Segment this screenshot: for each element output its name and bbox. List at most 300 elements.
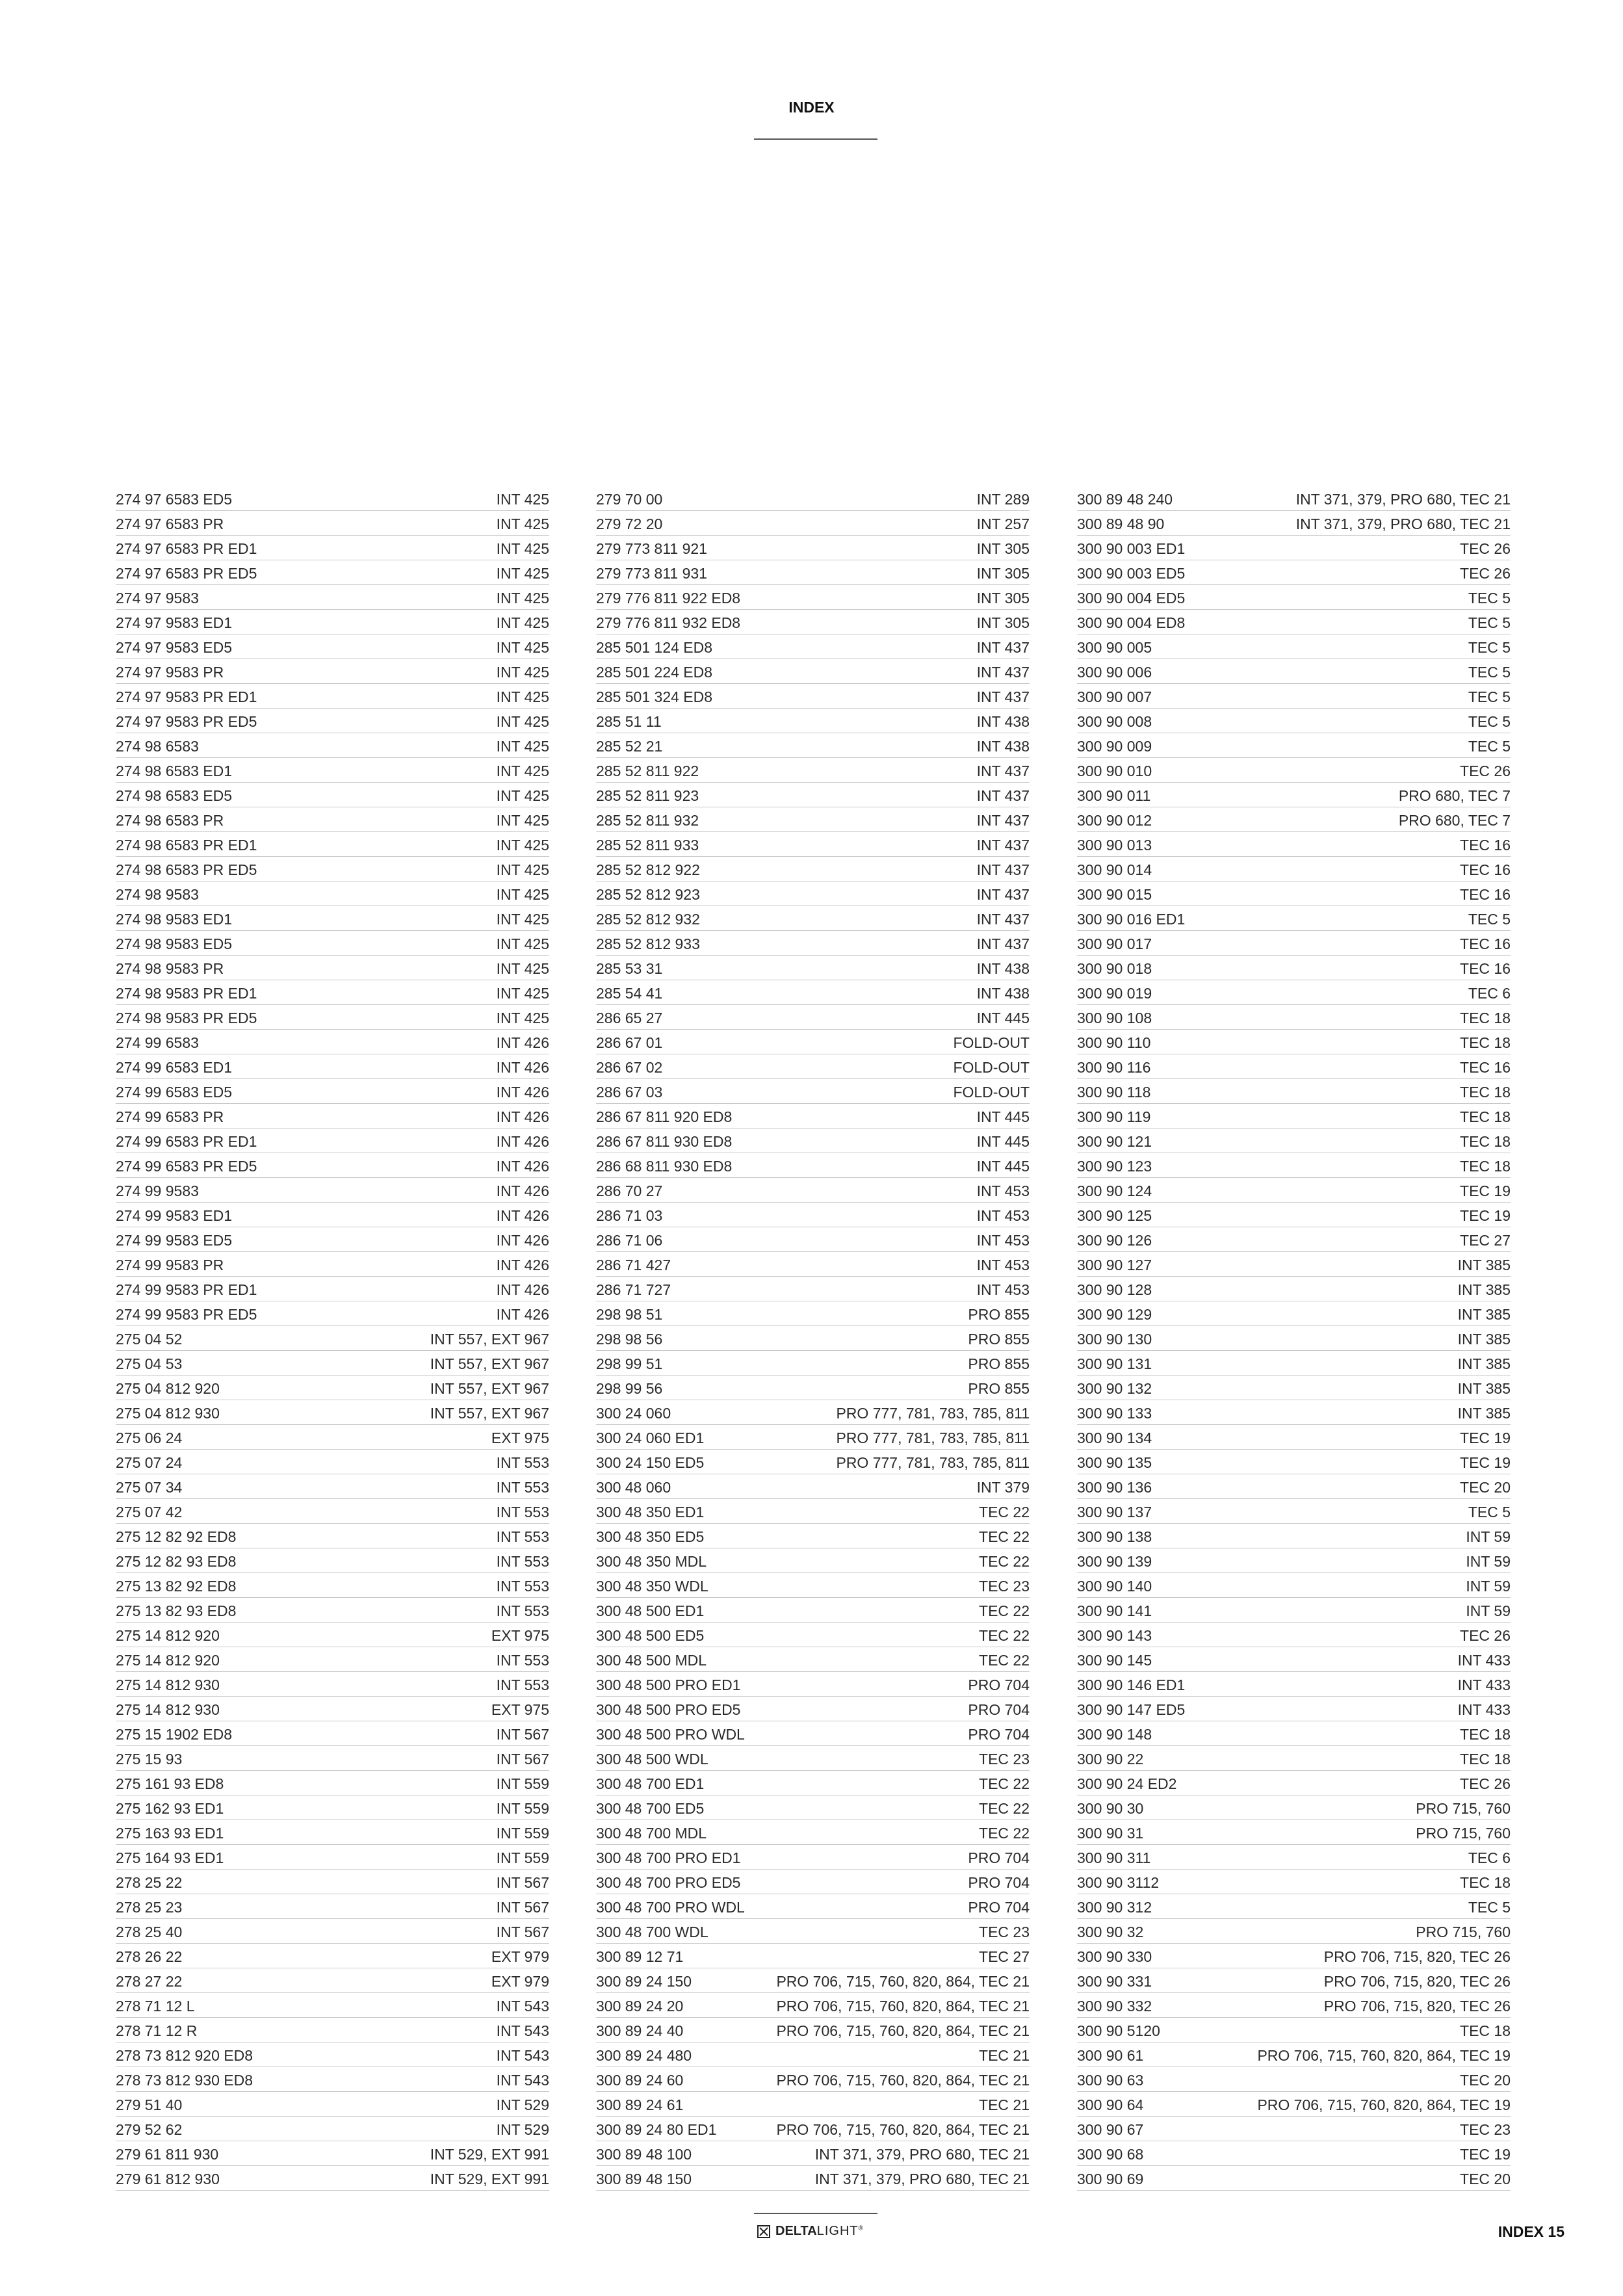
page-reference: INT 371, 379, PRO 680, TEC 21 (1295, 491, 1511, 508)
page-reference: INT 557, EXT 967 (430, 1405, 549, 1422)
page-reference: INT 437 (976, 763, 1030, 779)
page-reference: FOLD-OUT (953, 1059, 1030, 1076)
page-reference: TEC 18 (1460, 1751, 1511, 1768)
page-reference: INT 559 (496, 1800, 549, 1817)
index-row (1077, 585, 1511, 610)
page-reference: TEC 20 (1460, 2171, 1511, 2187)
index-row (596, 1524, 1030, 1548)
article-code: 300 90 139 (1077, 1553, 1152, 1570)
page-reference: INT 59 (1466, 1528, 1511, 1545)
index-row (1077, 659, 1511, 684)
page-reference: TEC 19 (1460, 1207, 1511, 1224)
article-code: 274 97 6583 PR (116, 515, 224, 532)
article-code: 300 48 350 WDL (596, 1578, 708, 1595)
page-reference: INT 305 (976, 540, 1030, 557)
index-row (1077, 2067, 1511, 2092)
page-reference: TEC 23 (979, 1924, 1030, 1940)
page-reference: INT 425 (496, 837, 549, 854)
article-code: 279 51 40 (116, 2096, 183, 2113)
index-row (1077, 1252, 1511, 1277)
page-reference: INT 385 (1457, 1281, 1511, 1298)
index-row (596, 1697, 1030, 1721)
article-code: 300 90 126 (1077, 1232, 1152, 1249)
index-row (596, 1400, 1030, 1425)
article-code: 275 04 53 (116, 1355, 183, 1372)
page-reference: INT 425 (496, 515, 549, 532)
page-reference: INT 425 (496, 688, 549, 705)
index-row (596, 1104, 1030, 1128)
article-code: 300 24 060 ED1 (596, 1429, 705, 1446)
index-row (596, 1548, 1030, 1573)
index-row (1077, 1672, 1511, 1697)
page-reference: INT 426 (496, 1257, 549, 1273)
article-code: 300 48 700 WDL (596, 1924, 708, 1940)
index-row (116, 1277, 549, 1301)
article-code: 275 12 82 92 ED8 (116, 1528, 237, 1545)
page-reference: INT 425 (496, 911, 549, 928)
article-code: 300 90 134 (1077, 1429, 1152, 1446)
index-row (1077, 1128, 1511, 1153)
index-row (1077, 1845, 1511, 1870)
article-code: 300 89 24 150 (596, 1973, 692, 1990)
page-reference: PRO 855 (968, 1331, 1030, 1348)
page-reference: INT 437 (976, 812, 1030, 829)
article-code: 275 07 34 (116, 1479, 183, 1496)
page-reference: INT 438 (976, 738, 1030, 755)
index-row (596, 2092, 1030, 2117)
page-reference: TEC 5 (1468, 590, 1511, 607)
article-code: 300 90 129 (1077, 1306, 1152, 1323)
index-row (1077, 956, 1511, 980)
page-reference: INT 425 (496, 960, 549, 977)
article-code: 285 52 812 933 (596, 935, 700, 952)
index-row (116, 1400, 549, 1425)
page-reference: PRO 706, 715, 760, 820, 864, TEC 19 (1257, 2047, 1511, 2064)
article-code: 300 48 500 PRO ED5 (596, 1701, 741, 1718)
index-row (116, 1870, 549, 1894)
article-code: 274 97 6583 PR ED5 (116, 565, 257, 582)
index-row (116, 1301, 549, 1326)
page-reference: INT 567 (496, 1874, 549, 1891)
page-reference: PRO 704 (968, 1676, 1030, 1693)
page-reference: INT 438 (976, 985, 1030, 1002)
article-code: 300 90 016 ED1 (1077, 911, 1186, 928)
article-code: 274 98 6583 ED5 (116, 787, 233, 804)
page-reference: TEC 18 (1460, 1108, 1511, 1125)
article-code: 300 90 010 (1077, 763, 1152, 779)
index-row (116, 1623, 549, 1647)
index-row (1077, 1450, 1511, 1474)
article-code: 278 25 22 (116, 1874, 183, 1891)
article-code: 300 90 015 (1077, 886, 1152, 903)
index-row (116, 1548, 549, 1573)
index-row (1077, 857, 1511, 881)
article-code: 274 98 9583 PR ED5 (116, 1010, 257, 1026)
article-code: 285 54 41 (596, 985, 663, 1002)
page-reference: TEC 5 (1468, 1504, 1511, 1520)
index-row (1077, 1623, 1511, 1647)
index-row (1077, 1524, 1511, 1548)
page-reference: INT 59 (1466, 1602, 1511, 1619)
article-code: 274 98 9583 ED5 (116, 935, 233, 952)
index-row (1077, 1203, 1511, 1227)
index-row (596, 857, 1030, 881)
index-row (1077, 536, 1511, 560)
page-reference: TEC 5 (1468, 738, 1511, 755)
page-reference: INT 426 (496, 1158, 549, 1175)
page-reference: INT 426 (496, 1207, 549, 1224)
article-code: 300 48 700 MDL (596, 1825, 707, 1842)
index-row (596, 1450, 1030, 1474)
article-code: 275 12 82 93 ED8 (116, 1553, 237, 1570)
article-code: 274 98 6583 PR ED1 (116, 837, 257, 854)
index-row (1077, 1721, 1511, 1746)
page-reference: TEC 18 (1460, 2022, 1511, 2039)
page-reference: INT 437 (976, 688, 1030, 705)
article-code: 279 61 811 930 (116, 2146, 219, 2163)
page-reference: INT 437 (976, 861, 1030, 878)
page-reference: TEC 19 (1460, 2146, 1511, 2163)
page-reference: TEC 18 (1460, 1010, 1511, 1026)
page-reference: INT 426 (496, 1306, 549, 1323)
article-code: 300 90 014 (1077, 861, 1152, 878)
article-code: 285 52 811 932 (596, 812, 699, 829)
index-row (596, 1474, 1030, 1499)
article-code: 300 48 350 ED1 (596, 1504, 705, 1520)
index-row (116, 956, 549, 980)
article-code: 300 90 128 (1077, 1281, 1152, 1298)
index-row (116, 2141, 549, 2166)
index-row (1077, 881, 1511, 906)
index-row (1077, 1919, 1511, 1944)
page-reference: TEC 18 (1460, 1084, 1511, 1101)
index-row (596, 2166, 1030, 2191)
page-reference: TEC 22 (979, 1652, 1030, 1669)
article-code: 300 90 017 (1077, 935, 1152, 952)
page-reference: INT 305 (976, 565, 1030, 582)
article-code: 300 89 48 90 (1077, 515, 1165, 532)
article-code: 275 162 93 ED1 (116, 1800, 224, 1817)
article-code: 300 90 148 (1077, 1726, 1152, 1743)
index-row (116, 1450, 549, 1474)
index-row (116, 1351, 549, 1376)
index-row (1077, 1030, 1511, 1054)
article-code: 275 15 93 (116, 1751, 183, 1768)
page-reference: EXT 975 (491, 1701, 549, 1718)
article-code: 285 51 11 (596, 713, 662, 730)
page-reference: TEC 26 (1460, 1627, 1511, 1644)
article-code: 300 90 64 (1077, 2096, 1144, 2113)
article-code: 300 90 135 (1077, 1454, 1152, 1471)
page-reference: INT 305 (976, 590, 1030, 607)
article-code: 285 501 224 ED8 (596, 664, 713, 681)
index-row (1077, 560, 1511, 585)
page-reference: INT 567 (496, 1726, 549, 1743)
page-reference: TEC 6 (1468, 985, 1511, 1002)
page-reference: INT 425 (496, 738, 549, 755)
article-code: 275 14 812 920 (116, 1627, 220, 1644)
index-row (596, 1079, 1030, 1104)
article-code: 286 68 811 930 ED8 (596, 1158, 733, 1175)
index-row (596, 684, 1030, 709)
page-reference: TEC 23 (979, 1578, 1030, 1595)
page-reference: TEC 22 (979, 1800, 1030, 1817)
page-reference: INT 385 (1457, 1355, 1511, 1372)
article-code: 274 97 6583 PR ED1 (116, 540, 257, 557)
index-row (596, 1128, 1030, 1153)
article-code: 285 52 812 923 (596, 886, 700, 903)
page-reference: INT 445 (976, 1010, 1030, 1026)
page-reference: INT 371, 379, PRO 680, TEC 21 (814, 2171, 1030, 2187)
index-row (116, 1005, 549, 1030)
index-row (1077, 1005, 1511, 1030)
index-row (1077, 906, 1511, 931)
page-reference: TEC 5 (1468, 911, 1511, 928)
index-row (116, 1425, 549, 1450)
index-row (116, 2018, 549, 2042)
article-code: 286 71 06 (596, 1232, 663, 1249)
article-code: 275 14 812 930 (116, 1701, 220, 1718)
article-code: 275 07 42 (116, 1504, 183, 1520)
article-code: 300 90 146 ED1 (1077, 1676, 1186, 1693)
page-reference: INT 437 (976, 787, 1030, 804)
article-code: 300 90 127 (1077, 1257, 1152, 1273)
page-number: INDEX 15 (1498, 2223, 1565, 2240)
page-reference: TEC 23 (979, 1751, 1030, 1768)
index-row (116, 931, 549, 956)
index-column-1 (116, 486, 549, 2191)
article-code: 300 90 137 (1077, 1504, 1152, 1520)
page-reference: INT 379 (976, 1479, 1030, 1496)
article-code: 274 99 9583 ED1 (116, 1207, 233, 1224)
page-reference: PRO 706, 715, 760, 820, 864, TEC 21 (776, 2022, 1030, 2039)
page-reference: INT 426 (496, 1059, 549, 1076)
article-code: 275 163 93 ED1 (116, 1825, 224, 1842)
article-code: 300 90 124 (1077, 1182, 1152, 1199)
article-code: 275 161 93 ED8 (116, 1775, 224, 1792)
article-code: 300 90 140 (1077, 1578, 1152, 1595)
index-row (116, 1153, 549, 1178)
page-reference: TEC 22 (979, 1627, 1030, 1644)
article-code: 274 98 9583 PR (116, 960, 224, 977)
article-code: 274 99 6583 PR ED5 (116, 1158, 257, 1175)
index-row (596, 1376, 1030, 1400)
article-code: 278 27 22 (116, 1973, 183, 1990)
index-row (1077, 1944, 1511, 1968)
article-code: 274 98 6583 PR ED5 (116, 861, 257, 878)
index-row (1077, 758, 1511, 783)
index-row (596, 1252, 1030, 1277)
index-row (596, 560, 1030, 585)
article-code: 274 97 9583 PR ED5 (116, 713, 257, 730)
article-code: 278 25 40 (116, 1924, 183, 1940)
page-reference: INT 425 (496, 540, 549, 557)
index-row (596, 1301, 1030, 1326)
article-code: 300 90 121 (1077, 1133, 1152, 1150)
page-reference: PRO 855 (968, 1355, 1030, 1372)
page-reference: INT 543 (496, 2047, 549, 2064)
article-code: 300 90 006 (1077, 664, 1152, 681)
article-code: 275 13 82 92 ED8 (116, 1578, 237, 1595)
index-row (596, 1795, 1030, 1820)
index-row (116, 2117, 549, 2141)
article-code: 300 90 011 (1077, 787, 1151, 804)
index-row (116, 2166, 549, 2191)
index-row (116, 1647, 549, 1672)
article-code: 300 90 332 (1077, 1998, 1152, 2015)
page-reference: INT 559 (496, 1825, 549, 1842)
index-row (596, 783, 1030, 807)
index-row (596, 2117, 1030, 2141)
page-reference: INT 371, 379, PRO 680, TEC 21 (1295, 515, 1511, 532)
article-code: 300 90 119 (1077, 1108, 1151, 1125)
index-row (116, 807, 549, 832)
article-code: 300 90 136 (1077, 1479, 1152, 1496)
page-reference: TEC 5 (1468, 688, 1511, 705)
page-reference: FOLD-OUT (953, 1034, 1030, 1051)
page-reference: TEC 21 (979, 2047, 1030, 2064)
page-reference: INT 425 (496, 565, 549, 582)
page-reference: TEC 5 (1468, 664, 1511, 681)
index-row (116, 536, 549, 560)
page-reference: INT 385 (1457, 1405, 1511, 1422)
page-reference: INT 437 (976, 886, 1030, 903)
page-reference: INT 425 (496, 590, 549, 607)
article-code: 285 52 811 933 (596, 837, 699, 854)
page-reference: TEC 22 (979, 1775, 1030, 1792)
index-row (596, 1944, 1030, 1968)
index-row (116, 2067, 549, 2092)
article-code: 300 90 133 (1077, 1405, 1152, 1422)
article-code: 300 90 009 (1077, 738, 1152, 755)
page-reference: INT 426 (496, 1108, 549, 1125)
index-row (596, 1771, 1030, 1795)
index-row (1077, 807, 1511, 832)
page-reference: INT 425 (496, 787, 549, 804)
article-code: 300 90 123 (1077, 1158, 1152, 1175)
page-reference: INT 543 (496, 2022, 549, 2039)
article-code: 274 99 6583 PR ED1 (116, 1133, 257, 1150)
page-reference: INT 385 (1457, 1380, 1511, 1397)
index-row (596, 2141, 1030, 2166)
page-reference: INT 453 (976, 1257, 1030, 1273)
page-reference: INT 553 (496, 1578, 549, 1595)
article-code: 278 73 812 920 ED8 (116, 2047, 253, 2064)
index-row (596, 1820, 1030, 1845)
index-row (1077, 1400, 1511, 1425)
page-reference: EXT 975 (491, 1429, 549, 1446)
page-reference: TEC 18 (1460, 1726, 1511, 1743)
article-code: 298 99 51 (596, 1355, 663, 1372)
article-code: 300 90 31 (1077, 1825, 1144, 1842)
article-code: 278 71 12 L (116, 1998, 195, 2015)
page-reference: INT 425 (496, 1010, 549, 1026)
article-code: 279 72 20 (596, 515, 663, 532)
article-code: 286 71 03 (596, 1207, 663, 1224)
brand-logo (757, 2224, 863, 2239)
article-code: 279 776 811 932 ED8 (596, 614, 741, 631)
page-reference: FOLD-OUT (953, 1084, 1030, 1101)
index-row (596, 709, 1030, 733)
page-reference: INT 437 (976, 837, 1030, 854)
page-reference: INT 425 (496, 614, 549, 631)
page-reference: TEC 26 (1460, 565, 1511, 582)
index-row (116, 684, 549, 709)
page-reference: INT 559 (496, 1849, 549, 1866)
index-row (116, 1795, 549, 1820)
article-code: 275 164 93 ED1 (116, 1849, 224, 1866)
page-reference: PRO 715, 760 (1416, 1924, 1511, 1940)
index-row (116, 1993, 549, 2018)
page-reference: PRO 715, 760 (1416, 1825, 1511, 1842)
page-reference: TEC 22 (979, 1553, 1030, 1570)
article-code: 300 89 24 61 (596, 2096, 684, 2113)
article-code: 300 90 68 (1077, 2146, 1144, 2163)
page-reference: TEC 6 (1468, 1849, 1511, 1866)
index-row (596, 931, 1030, 956)
index-row (116, 1573, 549, 1598)
page-reference: TEC 18 (1460, 1158, 1511, 1175)
page-reference: INT 453 (976, 1182, 1030, 1199)
article-code: 300 90 30 (1077, 1800, 1144, 1817)
article-code: 300 89 48 150 (596, 2171, 692, 2187)
article-code: 300 90 004 ED5 (1077, 590, 1186, 607)
page-reference: PRO 704 (968, 1899, 1030, 1916)
article-code: 279 61 812 930 (116, 2171, 220, 2187)
index-row (596, 1351, 1030, 1376)
index-row (596, 585, 1030, 610)
article-code: 300 90 019 (1077, 985, 1152, 1002)
article-code: 300 48 500 WDL (596, 1751, 708, 1768)
article-code: 300 48 500 MDL (596, 1652, 707, 1669)
article-code: 300 90 132 (1077, 1380, 1152, 1397)
article-code: 274 99 6583 (116, 1034, 199, 1051)
index-row (116, 1721, 549, 1746)
index-row (596, 1203, 1030, 1227)
index-row (1077, 684, 1511, 709)
article-code: 286 71 427 (596, 1257, 671, 1273)
header-divider (754, 138, 877, 140)
index-row (116, 1376, 549, 1400)
page-reference: INT 453 (976, 1232, 1030, 1249)
article-code: 275 04 52 (116, 1331, 183, 1348)
index-row (116, 1499, 549, 1524)
page-reference: PRO 706, 715, 760, 820, 864, TEC 21 (776, 2121, 1030, 2138)
index-row (1077, 1425, 1511, 1450)
index-row (116, 2042, 549, 2067)
page-reference: INT 426 (496, 1084, 549, 1101)
article-code: 274 98 6583 ED1 (116, 763, 233, 779)
page-reference: TEC 22 (979, 1528, 1030, 1545)
index-row (116, 783, 549, 807)
article-code: 286 67 01 (596, 1034, 663, 1051)
article-code: 300 89 48 240 (1077, 491, 1173, 508)
brand-name-bold: DELTA (775, 2224, 817, 2238)
index-row (1077, 1277, 1511, 1301)
index-row (596, 1227, 1030, 1252)
page-reference: INT 425 (496, 935, 549, 952)
article-code: 300 89 24 480 (596, 2047, 692, 2064)
page-reference: PRO 704 (968, 1726, 1030, 1743)
page-reference: INT 59 (1466, 1553, 1511, 1570)
article-code: 300 89 48 100 (596, 2146, 692, 2163)
index-row (116, 659, 549, 684)
page-reference: INT 426 (496, 1133, 549, 1150)
index-row (596, 486, 1030, 511)
article-code: 300 48 700 ED5 (596, 1800, 705, 1817)
index-row (1077, 2141, 1511, 2166)
page-reference: INT 529 (496, 2121, 549, 2138)
